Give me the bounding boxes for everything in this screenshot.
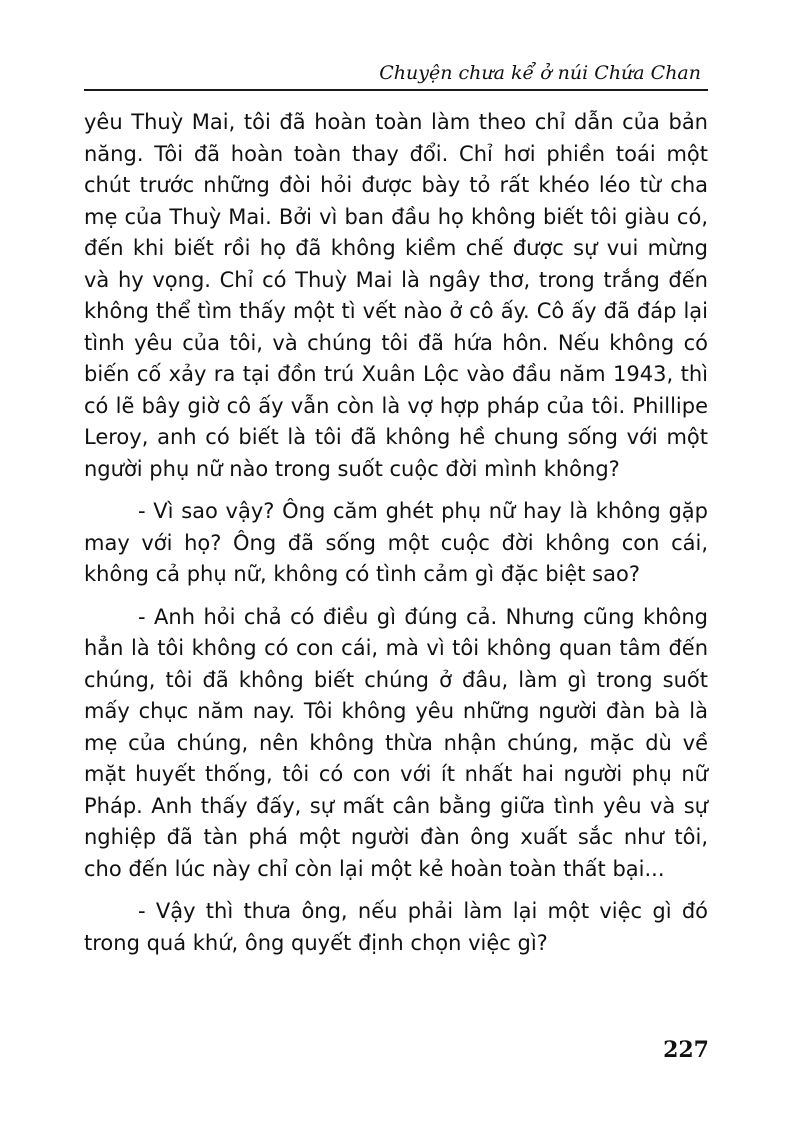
header-rule — [84, 89, 708, 91]
running-header-title: Chuyện chưa kể ở núi Chứa Chan — [379, 62, 701, 84]
page-number: 227 — [663, 1037, 709, 1063]
paragraph: - Vậy thì thưa ông, nếu phải làm lại một việc gì đó trong quá khứ, ông quyết định chọn việc gì? — [84, 899, 708, 955]
paragraph: yêu Thuỳ Mai, tôi đã hoàn toàn làm theo chỉ dẫn của bản năng. Tôi đã hoàn toàn thay đổi. Chỉ hơi phiền toái một chút trước những đòi hỏi được bày tỏ rất khéo léo từ cha mẹ của Thuỳ Mai. Bởi vì ban đầu họ không biết tôi giàu có, đến khi biết rồi họ đã không kiềm chế được sự vui mừng và hy vọng. Chỉ có Thuỳ Mai là ngây thơ, trong trắng đến không thể tìm thấy một tì vết nào ở cô ấy. Cô ấy đã đáp lại tình yêu của tôi, và chúng tôi đã hứa hôn. Nếu không có biến cố xảy ra tại đồn trú Xuân Lộc vào đầu năm 1943, thì có lẽ bây giờ cô ấy vẫn còn là vợ hợp pháp của tôi. Phillipe Leroy, anh có biết là tôi đã không hề chung sống với một người phụ nữ nào trong suốt cuộc đời mình không? — [84, 110, 708, 481]
body-text — [84, 107, 708, 970]
paragraph: - Anh hỏi chả có điều gì đúng cả. Nhưng cũng không hẳn là tôi không có con cái, mà vì tôi không quan tâm đến chúng, tôi đã không biết chúng ở đâu, làm gì trong suốt mấy chục năm nay. Tôi không yêu những người đàn bà là mẹ của chúng, nên không thừa nhận chúng, mặc dù về mặt huyết thống, tôi có con với ít nhất hai người phụ nữ Pháp. Anh thấy đấy, sự mất cân bằng giữa tình yêu và sự nghiệp đã tàn phá một người đàn ông xuất sắc như tôi, cho đến lúc này chỉ còn lại một kẻ hoàn toàn thất bại... — [84, 604, 708, 881]
paragraph: - Vì sao vậy? Ông căm ghét phụ nữ hay là không gặp may với họ? Ông đã sống một cuộc đời không con cái, không cả phụ nữ, không có tình cảm gì đặc biệt sao? — [84, 499, 708, 586]
